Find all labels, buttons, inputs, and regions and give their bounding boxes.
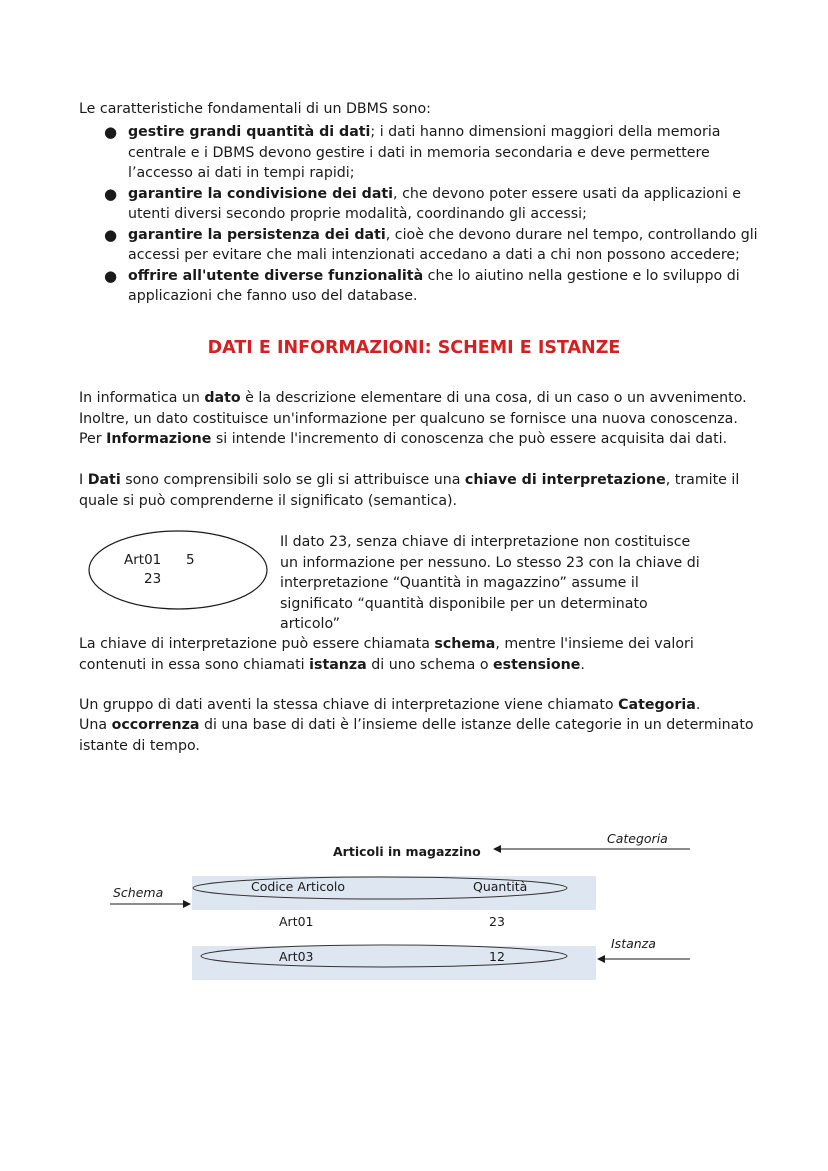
ellipse-explanation: Il dato 23, senza chiave di interpretazione non costituisce un informazione per nessuno. Lo stesso 23 con la chiave di interpretazione “Quantità in magazzino” assume il significato “quantità disponibile per un determinato articolo” <box>280 534 700 632</box>
row2-quantita: 12 <box>489 949 505 964</box>
paragraph-chiave: I Dati sono comprensibili solo se gli si attribuisce una chiave di interpretazione, tramite il quale si può comprenderne il significato (semantica). <box>79 472 740 509</box>
bullet-icon: ● <box>104 184 118 203</box>
ellipse-value-b: 23 <box>144 571 162 587</box>
label-istanza: Istanza <box>611 936 656 951</box>
bullet-bold: offrire all'utente diverse funzionalità <box>128 267 424 284</box>
list-item <box>79 184 759 225</box>
features-list <box>79 122 759 307</box>
bullet-bold: garantire la persistenza dei dati <box>128 226 386 243</box>
bullet-icon: ● <box>104 266 118 285</box>
bullet-bold: gestire grandi quantità di dati <box>128 124 371 140</box>
diagram-title: Articoli in magazzino <box>333 844 481 859</box>
intro-lead: Le caratteristiche fondamentali di un DBMS sono: <box>79 101 431 117</box>
row2-codice: Art03 <box>279 949 314 964</box>
bullet-text: , cioè che devono durare nel tempo, controllando gli accessi per evitare che mali intenzionati accedano a dati a chi non possono accedere; <box>128 226 758 263</box>
label-schema: Schema <box>113 885 164 900</box>
list-item <box>79 122 759 184</box>
header-quantita: Quantità <box>473 879 528 894</box>
header-codice: Codice Articolo <box>251 879 346 894</box>
bullet-icon: ● <box>104 123 118 141</box>
section-heading: DATI E INFORMAZIONI: SCHEMI E ISTANZE <box>207 338 621 358</box>
paragraph-schema: La chiave di interpretazione può essere chiamata schema, mentre l'insieme dei valori contenuti in essa sono chiamati istanza di uno schema o estensione. <box>79 636 694 673</box>
bullet-bold: garantire la condivisione dei dati <box>128 185 394 202</box>
bullet-text: che lo aiutino nella gestione e lo sviluppo di applicazioni che fanno uso del database. <box>128 267 740 304</box>
instance-band <box>192 946 596 980</box>
ellipse-value-a: 5 <box>186 552 195 568</box>
paragraph-occorrenza: Una occorrenza di una base di dati è l’insieme delle istanze delle categorie in un determinato istante di tempo. <box>79 717 754 754</box>
list-item <box>79 225 759 266</box>
paragraph-dato: In informatica un dato è la descrizione elementare di una cosa, di un caso o un avvenimento. Inoltre, un dato costituisce un'informazione per qualcuno se fornisce una nuova conoscenza. Per Informazione si intende l'incremento di conoscenza che può essere acquisita dai dati. <box>79 390 747 447</box>
bullet-icon: ● <box>104 225 118 244</box>
bullet-text: , che devono poter essere usati da applicazioni e utenti diversi secondo proprie modalità, coordinando gli accessi; <box>128 185 742 222</box>
list-item <box>79 266 759 307</box>
ellipse-diagram <box>86 528 270 612</box>
row1-codice: Art01 <box>279 914 314 929</box>
label-categoria: Categoria <box>607 831 668 846</box>
row1-quantita: 23 <box>489 914 505 929</box>
ellipse-code: Art01 <box>124 552 162 568</box>
paragraph-categoria: Un gruppo di dati aventi la stessa chiave di interpretazione viene chiamato Categoria. <box>79 697 701 713</box>
ellipse-shape <box>89 531 267 609</box>
bullet-text: ; i dati hanno dimensioni maggiori della memoria centrale e i DBMS devono gestire i dati in memoria secondaria e deve permettere l’accesso ai dati in tempi rapidi; <box>128 124 721 181</box>
